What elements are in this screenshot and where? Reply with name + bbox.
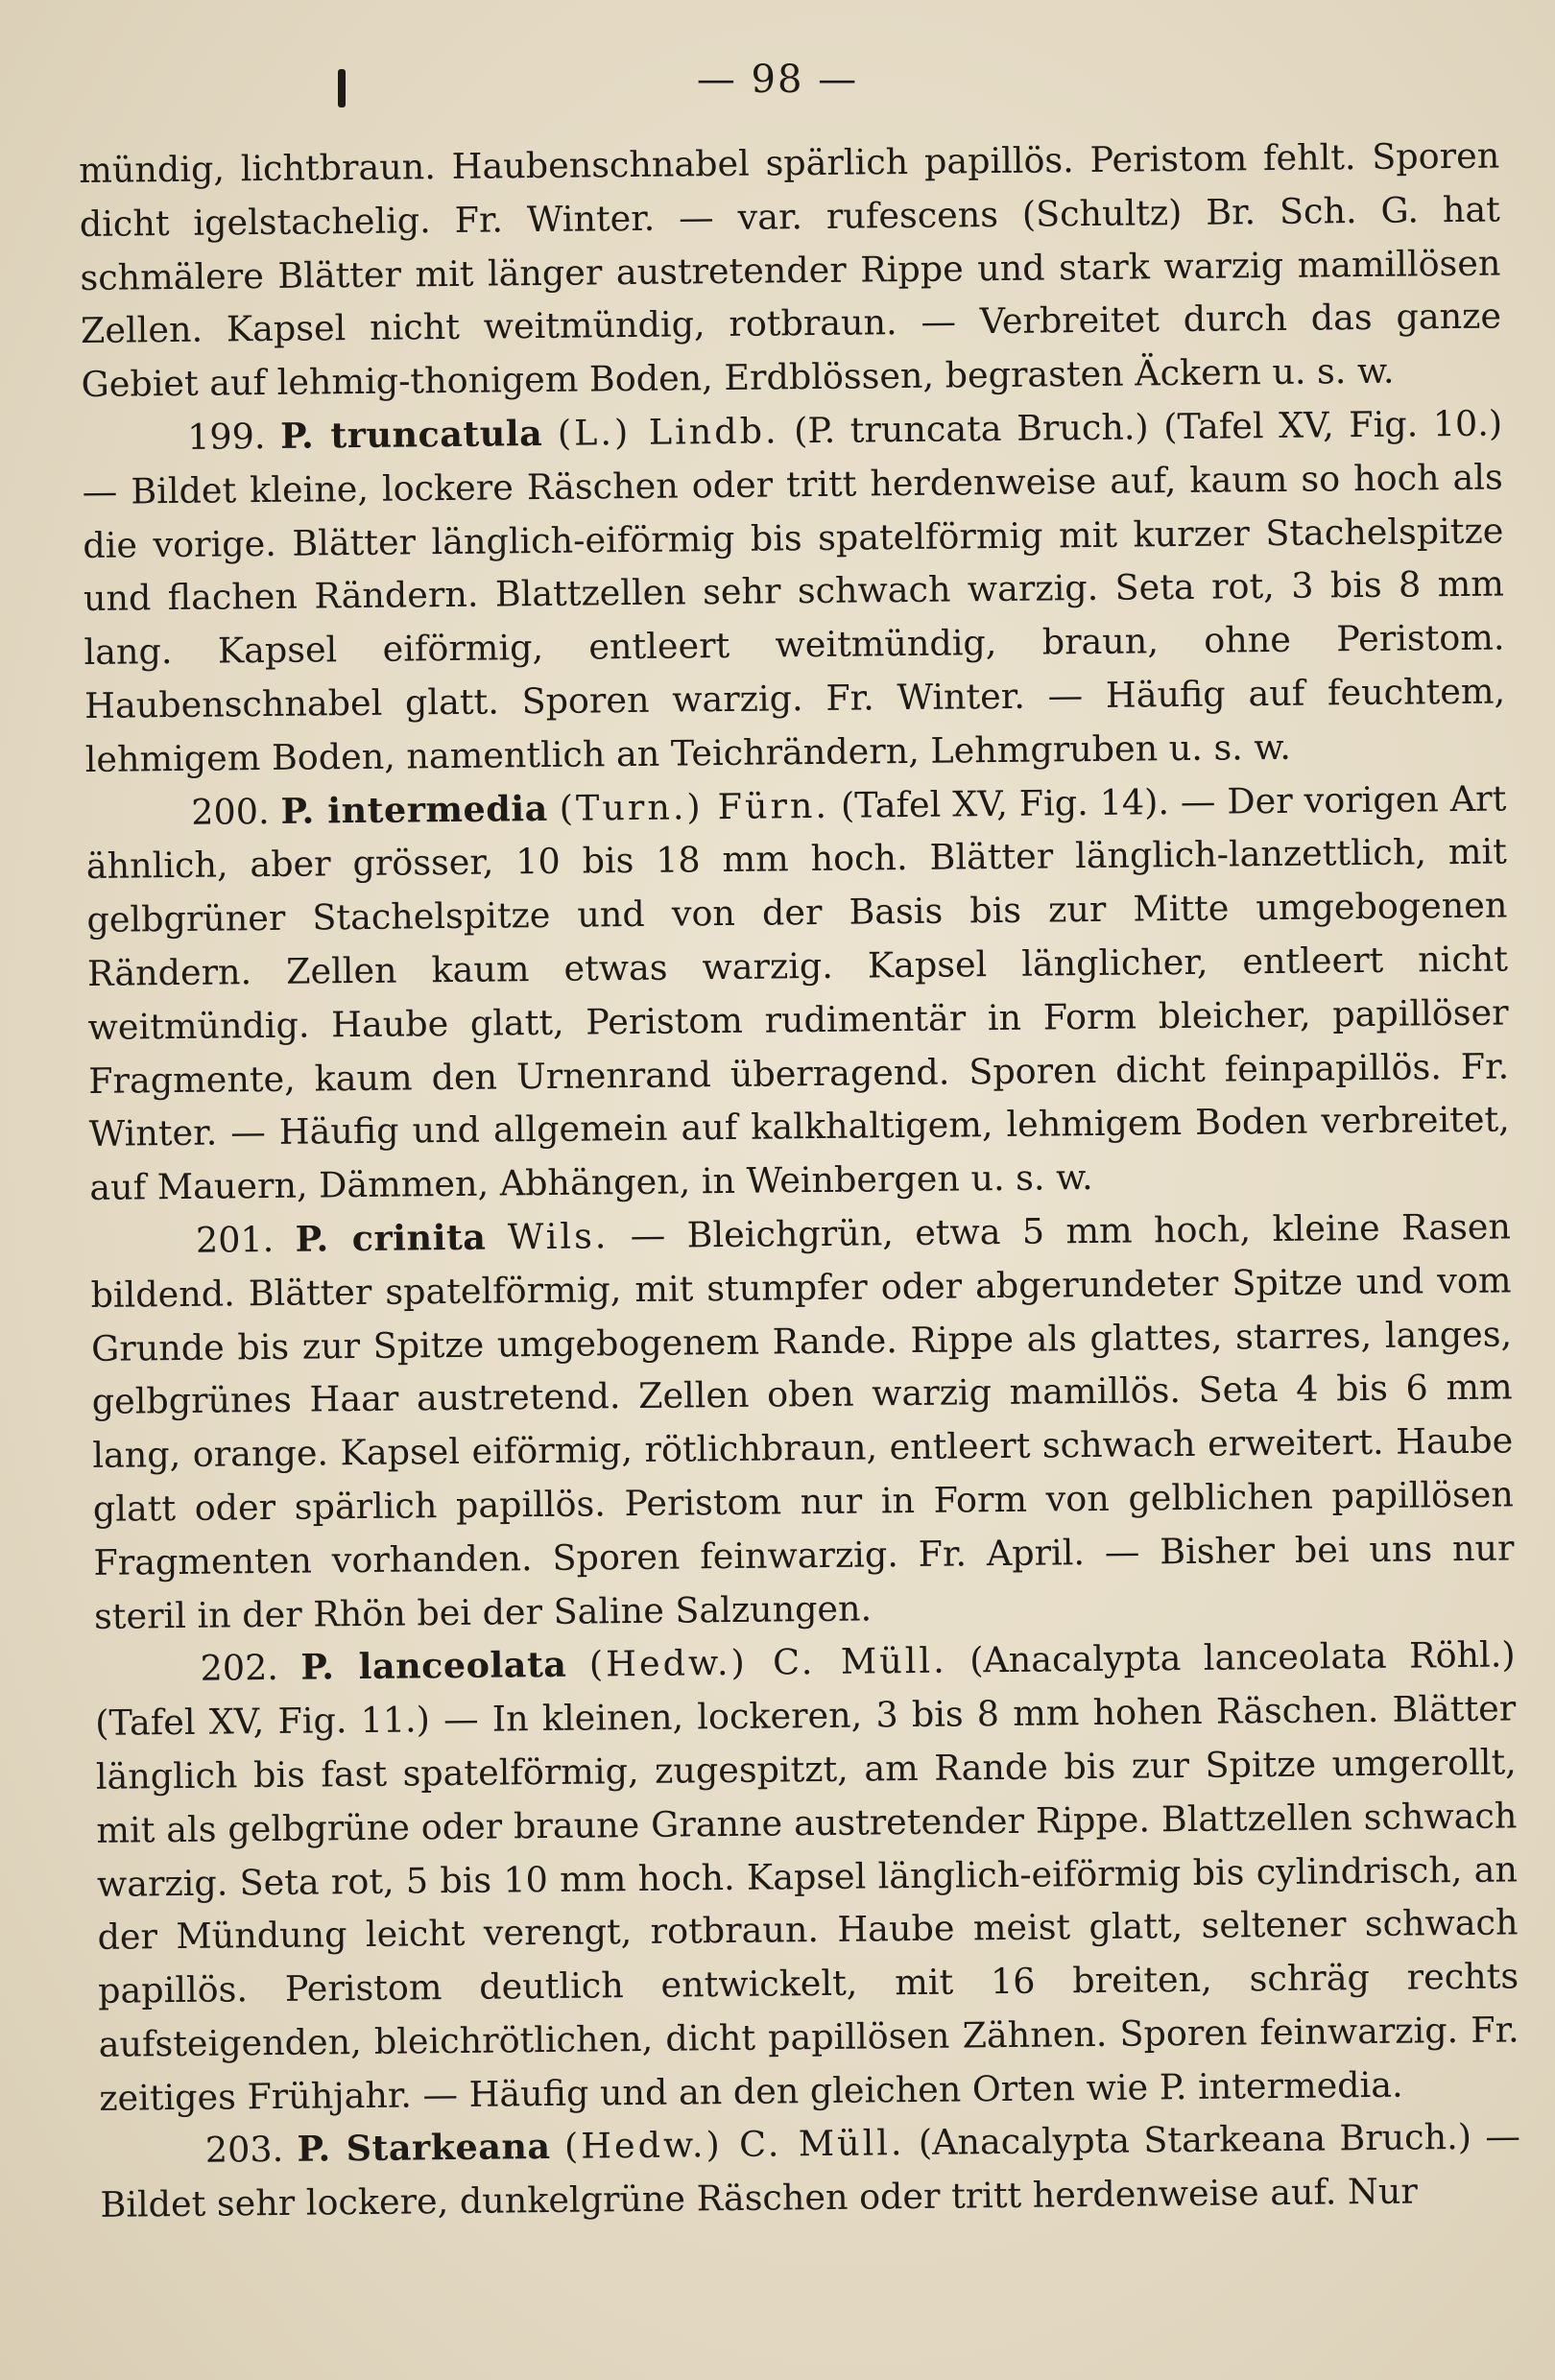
species-name: P. intermedia [280,787,549,832]
species-author: (Hedw.) C. Müll. [588,1639,947,1685]
entry-number: 202. [200,1647,279,1690]
entry-text: — Bleichgrün, etwa 5 mm hoch, kleine Rasen bildend. Blätter spatelförmig, mit stumpfer oder abgerundeter Spitze und vom Grunde bis zur Spitze umgebogenem Rande. Rippe als glattes, starres, langes, gelbgrünes Haar austretend. Zellen oben warzig mamillös. Seta 4 bis 6 mm lang, orange. Kapsel eiförmig, rötlichbraun, entleert schwach erweitert. Haube glatt oder spärlich papillös. Peristom nur in Form von gelblichen papillösen Fragmenten vorhanden. Sporen feinwarzig. Fr. April. — Bisher bei uns nur steril in der Rhön bei der Saline Salzungen. [90,1205,1515,1637]
entry-203 [100,2110,1521,2232]
entry-number: 199. [186,415,266,458]
page-number: — 98 — [696,58,859,102]
species-name: P. Starkeana [297,2126,551,2171]
entry-202 [94,1629,1519,2126]
entry-200 [85,772,1511,1215]
entry-number: 203. [204,2129,284,2172]
entry-199 [82,396,1506,786]
entry-text: (P. truncata Bruch.) (Tafel XV, Fig. 10.) — Bildet kleine, lockere Räschen oder tritt herdenweise auf, kaum so hoch als die vorige. Blätter länglich-eiförmig bis spatelförmig mit kurzer Stachelspitze und flachen Rändern. Blattzellen sehr schwach warzig. Seta rot, 3 bis 8 mm lang. Kapsel eiförmig, entleert weitmündig, braun, ohne Peristom. Haubenschnabel glatt. Sporen warzig. Fr. Winter. — Häufig auf feuchtem, lehmigem Boden, namentlich an Teichrändern, Lehmgruben u. s. w. [82,402,1506,780]
entry-text: (Tafel XV, Fig. 14). — Der vorigen Art ähnlich, aber grösser, 10 bis 18 mm hoch. Blätter länglich-lanzettlich, mit gelbgrüner Stachelspitze und von der Basis bis zur Mitte umgebogenen Rändern. Zellen kaum etwas warzig. Kapsel länglicher, entleert nicht weitmündig. Haube glatt, Peristom rudimentär in Form bleicher, papillöser Fragmente, kaum den Urnenrand überragend. Sporen dicht feinpapillös. Fr. Winter. — Häufig und allgemein auf kalkhaltigem, lehmigem Boden verbreitet, auf Mauern, Dämmen, Abhängen, in Weinbergen u. s. w. [85,777,1510,1209]
entry-text: (Anacalypta Starkeana Bruch.) — Bildet sehr lockere, dunkelgrüne Räschen oder tritt herdenweise auf. Nur [100,2115,1521,2226]
species-author: Wils. [507,1215,610,1258]
species-author: (Turn.) Fürn. [559,784,830,829]
species-author: (L.) Lindb. [557,410,779,454]
entry-number: 201. [195,1218,275,1261]
entry-text: (Anacalypta lanceolata Röhl.) (Tafel XV, Fig. 11.) — In kleinen, lockeren, 3 bis 8 mm hohen Räschen. Blätter länglich bis fast spatelförmig, zugespitzt, am Rande bis zur Spitze umgerollt, mit als gelbgrüne oder braune Granne austretender Rippe. Blattzellen schwach warzig. Seta rot, 5 bis 10 mm hoch. Kapsel länglich-eiförmig bis cylindrisch, an der Mündung leicht verengt, rotbraun. Haube meist glatt, seltener schwach papillös. Peristom deutlich entwickelt, mit 16 breiten, schräg rechts aufsteigenden, bleichrötlichen, dicht papillösen Zähnen. Sporen feinwarzig. Fr. zeitiges Frühjahr. — Häufig und an den gleichen Orten wie P. intermedia. [95,1633,1519,2119]
species-name: P. truncatula [279,412,543,457]
intro-paragraph: mündig, lichtbraun. Haubenschnabel spärlich papillös. Peristom fehlt. Sporen dicht igelstachelig. Fr. Winter. — var. rufescens (Schultz) Br. Sch. G. hat schmälere Blätter mit länger austretender Rippe und stark warzig mamillösen Zellen. Kapsel nicht weitmündig, rotbraun. — Verbreitet durch das ganze Gebiet auf lehmig-thonigem Boden, Erdblössen, begrasten Äckern u. s. w. [79,134,1502,406]
entry-number: 200. [191,790,270,833]
species-name: P. lanceolata [300,1644,567,1688]
entry-201 [90,1200,1516,1643]
species-name: P. crinita [295,1216,487,1260]
page-body [79,130,1521,2232]
species-author: (Hedw.) C. Müll. [563,2122,905,2168]
